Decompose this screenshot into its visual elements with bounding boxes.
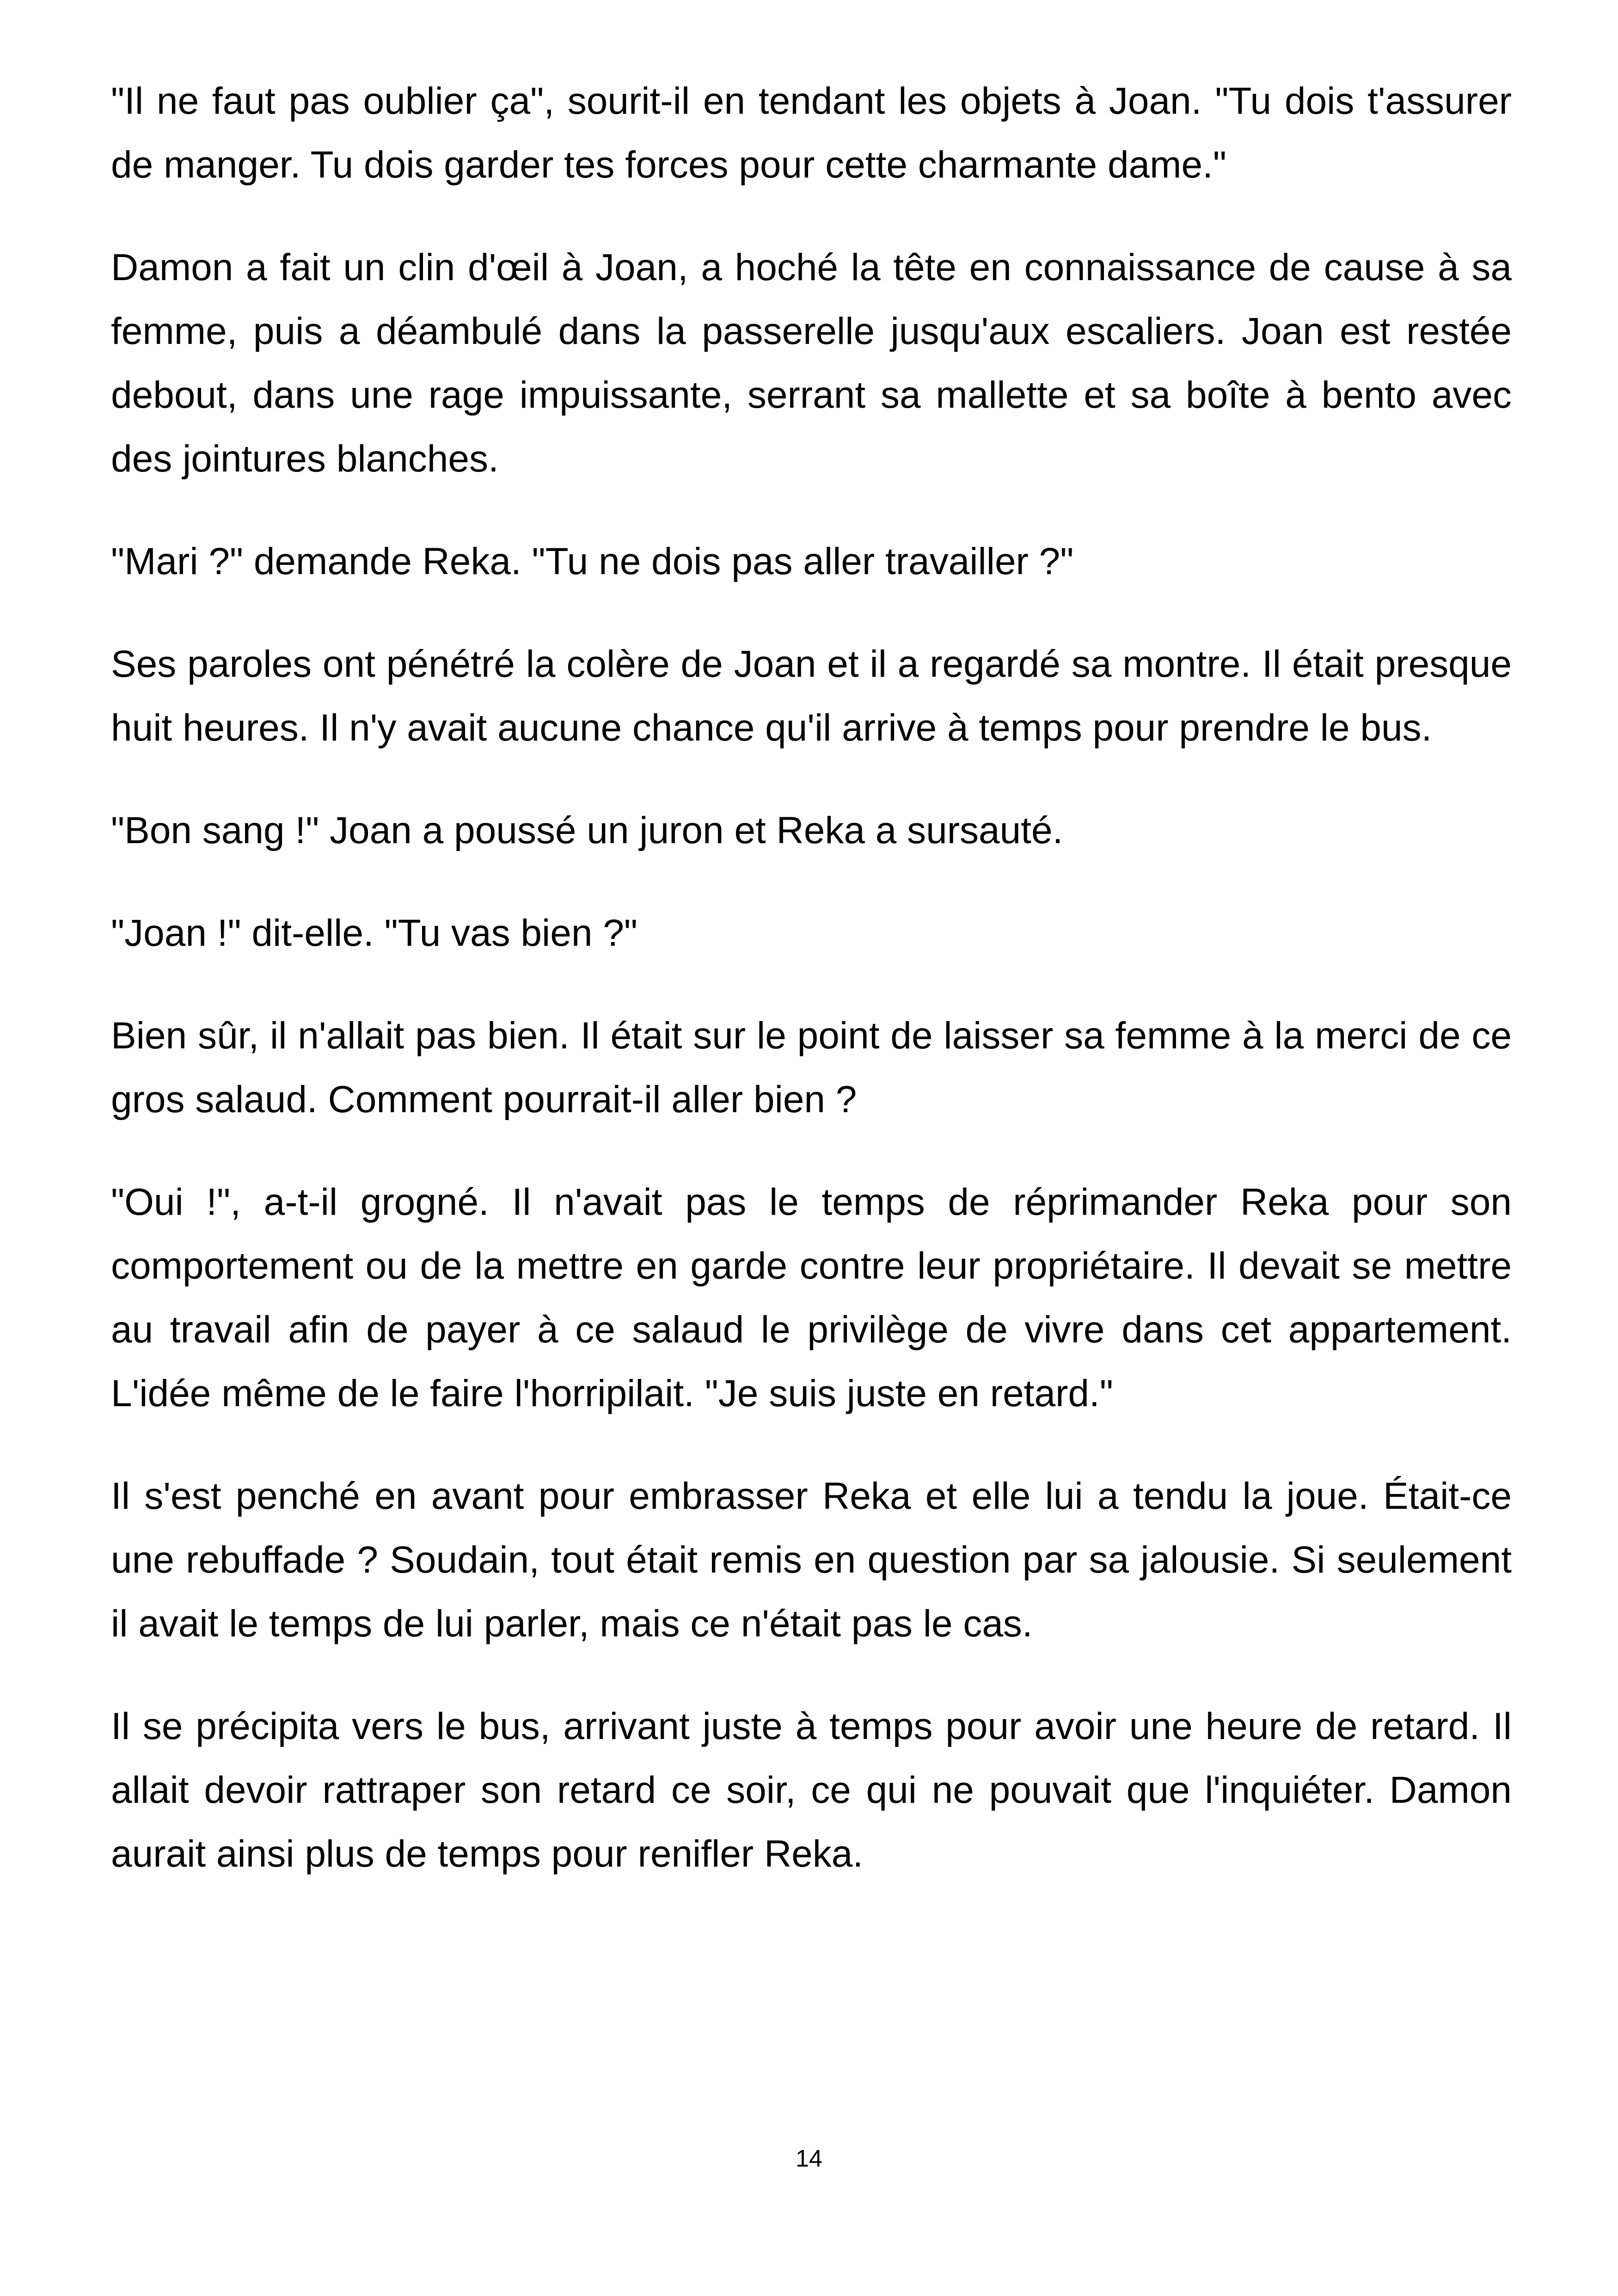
- paragraph-4: Ses paroles ont pénétré la colère de Joan et il a regardé sa montre. Il était presque huit heures. Il n'y avait aucune chance qu'il arrive à temps pour prendre le bus.: [111, 643, 1512, 749]
- paragraph-5: "Bon sang !" Joan a poussé un juron et Reka a sursauté.: [111, 809, 1063, 851]
- paragraph-1: "Il ne faut pas oublier ça", sourit-il en tendant les objets à Joan. "Tu dois t'assurer de manger. Tu dois garder tes forces pour cette charmante dame.": [111, 80, 1512, 186]
- paragraph-3: "Mari ?" demande Reka. "Tu ne dois pas aller travailler ?": [111, 540, 1074, 582]
- paragraph-6: "Joan !" dit-elle. "Tu vas bien ?": [111, 912, 637, 954]
- paragraph-9: Il s'est penché en avant pour embrasser Reka et elle lui a tendu la joue. Était-ce une rebuffade ? Soudain, tout était remis en question par sa jalousie. Si seulement il avait le temps de lui parler, mais ce n'était pas le cas.: [111, 1475, 1512, 1645]
- paragraph-7: Bien sûr, il n'allait pas bien. Il était sur le point de laisser sa femme à la merci de ce gros salaud. Comment pourrait-il aller bien ?: [111, 1015, 1512, 1120]
- body-text: [111, 69, 1512, 1925]
- paragraph-10: Il se précipita vers le bus, arrivant juste à temps pour avoir une heure de retard. Il allait devoir rattraper son retard ce soir, ce qui ne pouvait que l'inquiéter. Damon aurait ainsi plus de temps pour renifler Reka.: [111, 1705, 1512, 1875]
- paragraph-2: Damon a fait un clin d'œil à Joan, a hoché la tête en connaissance de cause à sa femme, puis a déambulé dans la passerelle jusqu'aux escaliers. Joan est restée debout, dans une rage impuissante, serrant sa mallette et sa boîte à bento avec des jointures blanches.: [111, 246, 1512, 480]
- paragraph-8: "Oui !", a-t-il grogné. Il n'avait pas le temps de réprimander Reka pour son comportement ou de la mettre en garde contre leur propriétaire. Il devait se mettre au travail afin de payer à ce salaud le privilège de vivre dans cet appartement. L'idée même de le faire l'horripilait. "Je suis juste en retard.": [111, 1181, 1512, 1414]
- page-number: 14: [796, 2145, 822, 2172]
